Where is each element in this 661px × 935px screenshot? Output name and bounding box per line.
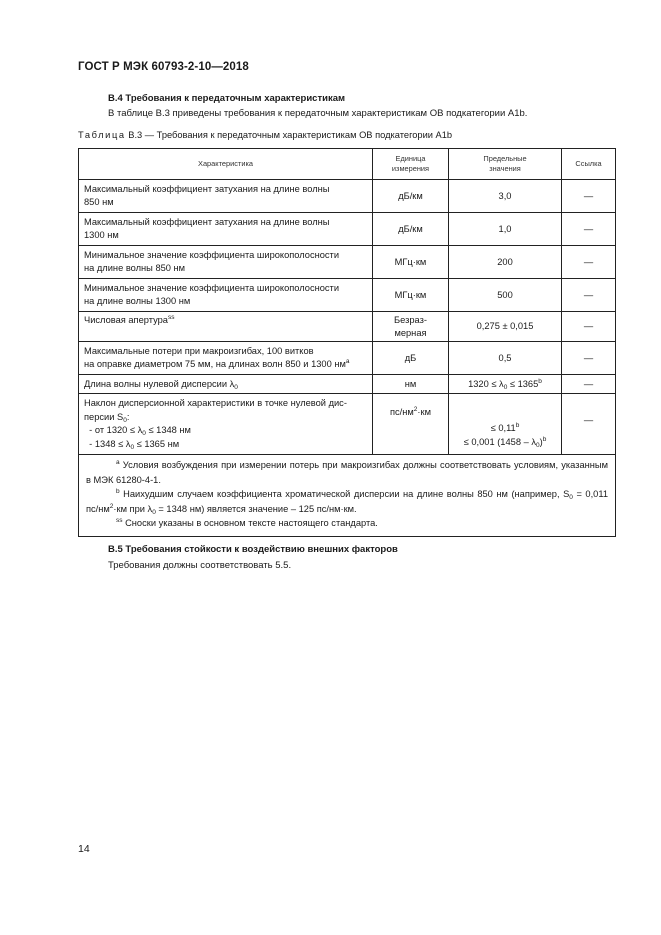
- table-header-row: [79, 149, 616, 180]
- row-reference: —: [562, 342, 616, 375]
- row-unit: МГц·км: [373, 246, 449, 279]
- row-characteristic: Числовая апертура$^{ss}$: [79, 312, 373, 342]
- row-unit: нм: [373, 375, 449, 394]
- row-characteristic: Длина волны нулевой дисперсии $\lambda_0$: [79, 375, 373, 394]
- page-number: 14: [78, 843, 90, 855]
- table-row: [79, 279, 616, 312]
- row-unit: дБ/км: [373, 180, 449, 213]
- table-row-aperture: [79, 312, 616, 342]
- table-row-slope: [79, 394, 616, 455]
- row-value: 0,5: [449, 342, 562, 375]
- row-reference: —: [562, 312, 616, 342]
- row-reference: —: [562, 394, 616, 455]
- row-unit: МГц·км: [373, 279, 449, 312]
- table-notes-row: [79, 455, 616, 537]
- row-unit: $пс/нм^2\cdot км$: [373, 394, 449, 455]
- row-unit: дБ: [373, 342, 449, 375]
- row-characteristic: Максимальные потери при макроизгибах, 100 витков на оправке диаметром 75 мм, на длинах волн 850 и 1300 $нм^a$: [79, 342, 373, 375]
- table-row-zero-dispersion: [79, 375, 616, 394]
- table-row: [79, 180, 616, 213]
- header-characteristic: Характеристика: [79, 149, 373, 180]
- document-header: ГОСТ Р МЭК 60793-2-10—2018: [78, 61, 249, 73]
- table-row: [79, 213, 616, 246]
- row-unit: дБ/км: [373, 213, 449, 246]
- row-value: $1320 \le \lambda_0 \le 1365^b$: [449, 375, 562, 394]
- row-characteristic: Максимальный коэффициент затухания на длине волны 850 нм: [79, 180, 373, 213]
- section-b5-text: Требования должны соответствовать 5.5.: [108, 560, 292, 571]
- row-characteristic: Минимальное значение коэффициента широкополосности на длине волны 1300 нм: [79, 279, 373, 312]
- row-value: 200: [449, 246, 562, 279]
- header-reference: Ссылка: [562, 149, 616, 180]
- section-b5-title: В.5 Требования стойкости к воздействию внешних факторов: [108, 544, 398, 555]
- note-a: $^a$ Условия возбуждения при измерении потерь при макроизгибах должны соответствовать условиям, указанным в МЭК 61280-4-1.: [86, 459, 608, 485]
- table-notes: [79, 455, 616, 537]
- row-value: 0,275 ± 0,015: [449, 312, 562, 342]
- row-reference: —: [562, 375, 616, 394]
- table-caption-label: Таблица: [78, 130, 126, 140]
- note-ss: $^{ss}$ Сноски указаны в основном тексте настоящего стандарта.: [116, 517, 378, 528]
- table-caption-text: В.3 — Требования к передаточным характеристикам ОВ подкатегории А1b: [125, 130, 453, 140]
- section-b4-title: В.4 Требования к передаточным характеристикам: [108, 93, 346, 104]
- table-row-macrobend: [79, 342, 616, 375]
- row-characteristic: Максимальный коэффициент затухания на длине волны 1300 нм: [79, 213, 373, 246]
- header-unit: Единица измерения: [373, 149, 449, 180]
- table-row: [79, 246, 616, 279]
- row-reference: —: [562, 246, 616, 279]
- row-value: ≤ 0,11$^b$ ≤ 0,001 $(1458 - \lambda_0)^b$: [449, 394, 562, 455]
- section-b4-text: В таблице В.3 приведены требования к передаточным характеристикам ОВ подкатегории А1b.: [108, 108, 528, 119]
- row-characteristic: Наклон дисперсионной характеристики в точке нулевой дис- персии $S_0$: - от $1320 \le \lambda_0 \le 1348$ нм - $1348 \le \lambda_0 \le 1365$ нм: [79, 394, 373, 455]
- requirements-table: [78, 148, 616, 537]
- note-b: $^b$ Наихудшим случаем коэффициента хроматической дисперсии на длине волны 850 нм (например, $S_0 = 0,011$ $пс/нм^2\cdot км$ при $\lambda_0 = 1348$ нм) является значение – 125 пс/нм·км.: [86, 488, 608, 516]
- row-value: 1,0: [449, 213, 562, 246]
- row-characteristic: Минимальное значение коэффициента широкополосности на длине волны 850 нм: [79, 246, 373, 279]
- row-reference: —: [562, 213, 616, 246]
- row-value: 3,0: [449, 180, 562, 213]
- row-value: 500: [449, 279, 562, 312]
- row-reference: —: [562, 279, 616, 312]
- header-limit: Предельные значения: [449, 149, 562, 180]
- table-caption: [78, 130, 452, 140]
- row-unit: Безраз- мерная: [373, 312, 449, 342]
- row-reference: —: [562, 180, 616, 213]
